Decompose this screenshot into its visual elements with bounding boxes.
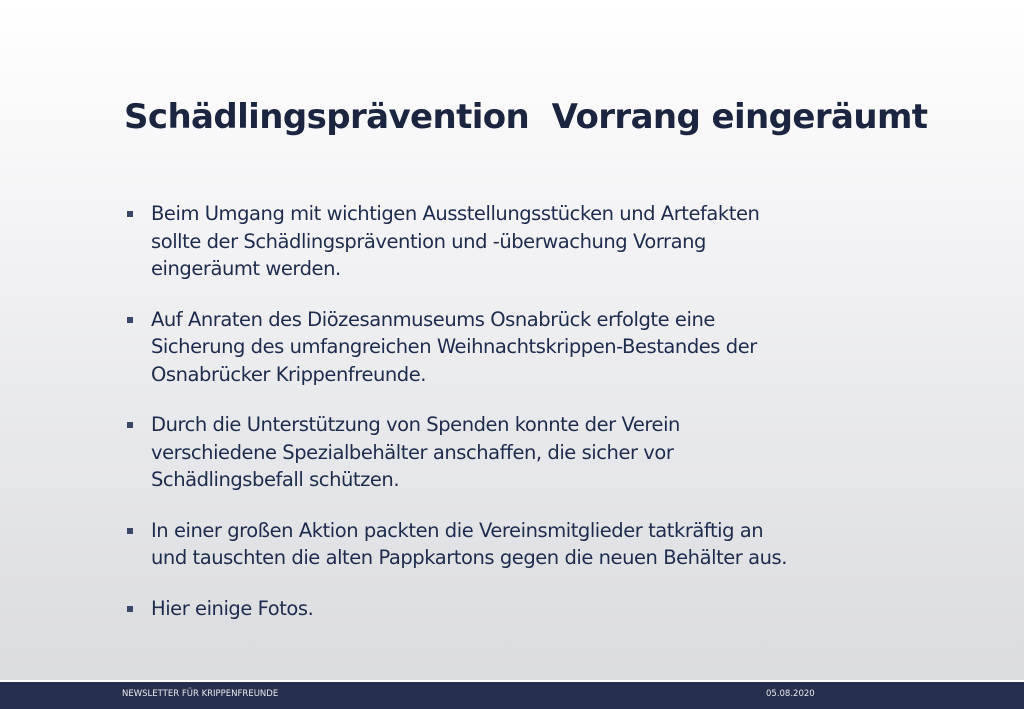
footer-bar — [0, 682, 1024, 709]
bullet-list — [124, 200, 924, 645]
square-bullet-icon — [127, 211, 133, 217]
bullet-text: Durch die Unterstützung von Spenden konnte der Verein verschiedene Spezialbehälter anschaffen, die sicher vor Schädlingsbefall schützen. — [151, 413, 680, 491]
square-bullet-icon — [127, 528, 133, 534]
list-item — [124, 517, 924, 572]
square-bullet-icon — [127, 422, 133, 428]
list-item — [124, 200, 924, 283]
bullet-text: In einer großen Aktion packten die Vereinsmitglieder tatkräftig an und tauschten die alten Pappkartons gegen die neuen Behälter aus. — [151, 518, 787, 569]
footer-newsletter-label: NEWSLETTER FÜR KRIPPENFREUNDE — [122, 689, 279, 699]
bullet-text: Auf Anraten des Diözesanmuseums Osnabrück erfolgte eine Sicherung des umfangreichen Weihnachtskrippen-Bestandes der Osnabrücker Krippenfreunde. — [151, 307, 757, 386]
square-bullet-icon — [127, 317, 133, 323]
list-item — [124, 595, 924, 623]
bullet-text: Beim Umgang mit wichtigen Ausstellungsstücken und Artefakten sollte der Schädlingsprävention und -überwachung Vorrang eingeräumt werden. — [151, 202, 760, 280]
list-item — [124, 306, 924, 389]
footer-date: 05.08.2020 — [766, 689, 815, 699]
bullet-text: Hier einige Fotos. — [151, 596, 314, 620]
list-item — [124, 411, 924, 494]
square-bullet-icon — [127, 606, 133, 612]
slide-title: Schädlingsprävention Vorrang eingeräumt — [124, 97, 928, 137]
